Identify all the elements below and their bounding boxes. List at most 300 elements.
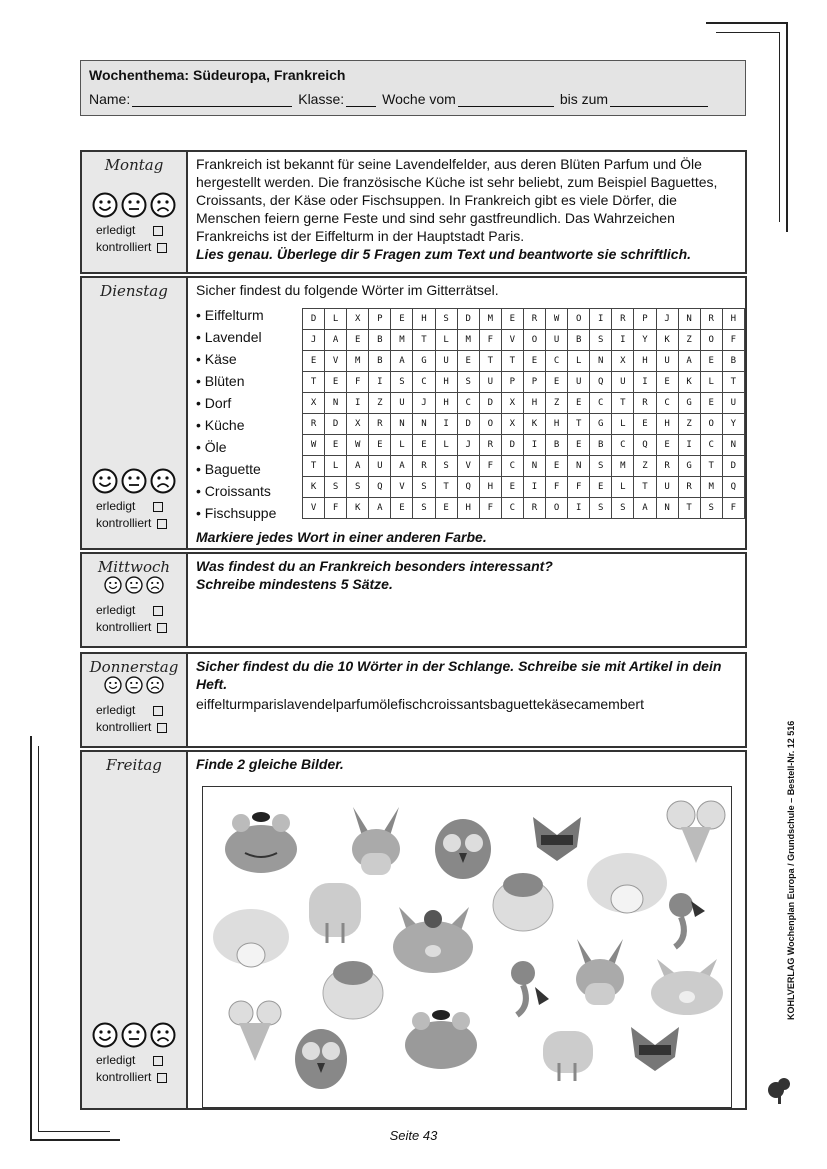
frame-line: [38, 746, 39, 1131]
neutral-smiley-icon[interactable]: [121, 192, 147, 218]
grid-cell[interactable]: S: [590, 330, 612, 351]
grid-cell[interactable]: F: [325, 498, 347, 519]
grid-cell[interactable]: E: [391, 309, 413, 330]
grid-cell[interactable]: E: [325, 435, 347, 456]
kontrolliert-check[interactable]: [82, 515, 186, 532]
grid-cell[interactable]: I: [347, 393, 369, 414]
donkey-face-icon[interactable]: [576, 939, 624, 1005]
happy-smiley-icon[interactable]: [104, 676, 122, 694]
grid-cell[interactable]: W: [303, 435, 325, 456]
grid-cell[interactable]: F: [347, 372, 369, 393]
grid-cell[interactable]: E: [634, 414, 656, 435]
grid-cell[interactable]: I: [590, 309, 612, 330]
grid-cell[interactable]: N: [590, 351, 612, 372]
neutral-smiley-icon[interactable]: [125, 576, 143, 594]
grid-cell[interactable]: L: [435, 435, 457, 456]
grid-cell[interactable]: T: [303, 456, 325, 477]
grid-cell[interactable]: E: [325, 372, 347, 393]
grid-cell[interactable]: A: [678, 351, 700, 372]
grid-cell[interactable]: K: [656, 330, 678, 351]
word-search-grid: [302, 308, 745, 519]
erledigt-check[interactable]: [82, 1052, 186, 1069]
erledigt-check[interactable]: [82, 702, 186, 719]
grid-cell[interactable]: Z: [678, 414, 700, 435]
grid-cell[interactable]: U: [722, 393, 744, 414]
checkbox-icon[interactable]: [153, 706, 163, 716]
grid-cell[interactable]: U: [656, 351, 678, 372]
neutral-smiley-icon[interactable]: [121, 468, 147, 494]
kontrolliert-label: kontrolliert: [96, 516, 152, 530]
grid-cell[interactable]: E: [347, 330, 369, 351]
grid-cell[interactable]: T: [568, 414, 590, 435]
grid-cell[interactable]: L: [612, 477, 634, 498]
grid-cell[interactable]: E: [700, 351, 722, 372]
word-item: • Dorf: [196, 395, 232, 411]
task-instruction: Sicher findest du die 10 Wörter in der Schlange. Schreibe sie mit Artikel in dein Heft.: [196, 658, 722, 692]
hippo-face-icon[interactable]: [323, 961, 383, 1019]
grid-cell[interactable]: L: [568, 351, 590, 372]
grid-cell[interactable]: H: [413, 309, 435, 330]
grid-cell[interactable]: S: [435, 309, 457, 330]
walrus-face-icon[interactable]: [543, 1031, 593, 1081]
grid-cell[interactable]: C: [656, 393, 678, 414]
grid-cell[interactable]: T: [612, 393, 634, 414]
sad-smiley-icon[interactable]: [150, 468, 176, 494]
grid-cell[interactable]: N: [325, 393, 347, 414]
grid-cell[interactable]: T: [303, 372, 325, 393]
grid-cell[interactable]: Z: [678, 330, 700, 351]
grid-cell[interactable]: D: [457, 414, 479, 435]
grid-cell[interactable]: S: [457, 372, 479, 393]
erledigt-label: erledigt: [96, 603, 136, 617]
day-sidebar: [82, 752, 188, 1108]
owl-face-icon[interactable]: [435, 819, 491, 879]
week-topic-title: Wochenthema: Südeuropa, Frankreich: [89, 67, 346, 83]
worksheet-header: [80, 60, 746, 116]
grid-cell[interactable]: D: [325, 414, 347, 435]
grid-cell[interactable]: C: [501, 498, 523, 519]
task-instruction: Markiere jedes Wort in einer anderen Farbe.: [196, 529, 487, 545]
grid-cell[interactable]: X: [612, 351, 634, 372]
grid-cell[interactable]: E: [546, 456, 568, 477]
grid-cell[interactable]: S: [413, 498, 435, 519]
grid-cell[interactable]: D: [303, 309, 325, 330]
grid-cell[interactable]: R: [479, 435, 501, 456]
grid-cell[interactable]: U: [435, 351, 457, 372]
kontrolliert-label: kontrolliert: [96, 620, 152, 634]
grid-cell[interactable]: A: [634, 498, 656, 519]
checkbox-icon[interactable]: [157, 243, 167, 253]
grid-cell[interactable]: B: [546, 435, 568, 456]
grid-cell[interactable]: S: [435, 456, 457, 477]
erledigt-check[interactable]: [82, 602, 186, 619]
grid-cell[interactable]: O: [546, 498, 568, 519]
grid-cell[interactable]: G: [590, 414, 612, 435]
word-item: • Fischsuppe: [196, 505, 277, 521]
walrus-face-icon[interactable]: [309, 883, 361, 943]
grid-cell[interactable]: E: [568, 435, 590, 456]
grid-cell[interactable]: I: [523, 477, 545, 498]
flamingo-icon[interactable]: [511, 961, 549, 1015]
grid-cell[interactable]: H: [479, 477, 501, 498]
grid-cell[interactable]: B: [369, 351, 391, 372]
grid-cell[interactable]: V: [501, 330, 523, 351]
grid-cell[interactable]: C: [700, 435, 722, 456]
grid-cell[interactable]: T: [413, 330, 435, 351]
grid-cell[interactable]: R: [523, 498, 545, 519]
checkbox-icon[interactable]: [153, 502, 163, 512]
day-sidebar: [82, 152, 188, 272]
grid-cell[interactable]: J: [457, 435, 479, 456]
grid-cell[interactable]: Z: [546, 393, 568, 414]
grid-cell[interactable]: K: [678, 372, 700, 393]
task-instruction: Schreibe mindestens 5 Sätze.: [196, 576, 393, 592]
grid-row: [303, 456, 745, 477]
grid-cell[interactable]: P: [634, 309, 656, 330]
publisher-sidebar: [782, 720, 804, 1020]
grid-cell[interactable]: C: [457, 393, 479, 414]
grid-cell[interactable]: E: [501, 477, 523, 498]
publisher-text: KOHLVERLAG Wochenplan Europa / Grundschule – Bestell-Nr. 12 516: [786, 720, 796, 1020]
grid-cell[interactable]: F: [568, 477, 590, 498]
grid-cell[interactable]: M: [700, 477, 722, 498]
grid-cell[interactable]: E: [568, 393, 590, 414]
checkbox-icon[interactable]: [153, 226, 163, 236]
grid-cell[interactable]: U: [391, 393, 413, 414]
hippo-face-icon[interactable]: [493, 873, 553, 931]
grid-cell[interactable]: I: [678, 435, 700, 456]
grid-cell[interactable]: B: [590, 435, 612, 456]
donkey-face-icon[interactable]: [352, 807, 400, 875]
grid-cell[interactable]: N: [656, 498, 678, 519]
grid-cell[interactable]: A: [391, 351, 413, 372]
happy-smiley-icon[interactable]: [92, 468, 118, 494]
grid-cell[interactable]: E: [590, 477, 612, 498]
grid-cell[interactable]: G: [678, 456, 700, 477]
grid-cell[interactable]: R: [656, 456, 678, 477]
grid-cell[interactable]: U: [612, 372, 634, 393]
grid-cell[interactable]: V: [391, 477, 413, 498]
grid-cell[interactable]: U: [656, 477, 678, 498]
grid-cell[interactable]: N: [678, 309, 700, 330]
pig-face-icon[interactable]: [393, 907, 473, 973]
kontrolliert-label: kontrolliert: [96, 240, 152, 254]
grid-cell[interactable]: A: [347, 456, 369, 477]
grid-cell[interactable]: P: [501, 372, 523, 393]
grid-cell[interactable]: E: [656, 372, 678, 393]
grid-cell[interactable]: K: [523, 414, 545, 435]
grid-cell[interactable]: R: [700, 309, 722, 330]
grid-cell[interactable]: N: [413, 414, 435, 435]
grid-cell[interactable]: S: [590, 456, 612, 477]
grid-cell[interactable]: Q: [590, 372, 612, 393]
grid-cell[interactable]: I: [568, 498, 590, 519]
grid-cell[interactable]: E: [391, 498, 413, 519]
grid-cell[interactable]: R: [369, 414, 391, 435]
grid-cell[interactable]: E: [656, 435, 678, 456]
grid-cell[interactable]: R: [413, 456, 435, 477]
grid-cell[interactable]: R: [678, 477, 700, 498]
grid-cell[interactable]: E: [700, 393, 722, 414]
checkbox-icon[interactable]: [157, 1073, 167, 1083]
grid-cell[interactable]: E: [303, 351, 325, 372]
checkbox-icon[interactable]: [157, 519, 167, 529]
word-item: • Küche: [196, 417, 245, 433]
grid-cell[interactable]: Z: [369, 393, 391, 414]
grid-cell[interactable]: H: [722, 309, 744, 330]
grid-cell[interactable]: O: [568, 309, 590, 330]
task-instruction: Lies genau. Überlege dir 5 Fragen zum Text und beantworte sie schriftlich.: [196, 246, 692, 262]
grid-cell[interactable]: E: [523, 351, 545, 372]
flamingo-icon[interactable]: [669, 893, 705, 947]
grid-cell[interactable]: I: [435, 414, 457, 435]
grid-cell[interactable]: A: [369, 498, 391, 519]
frog-face-icon[interactable]: [405, 1010, 477, 1069]
grid-row: [303, 330, 745, 351]
grid-cell[interactable]: I: [523, 435, 545, 456]
grid-cell[interactable]: T: [722, 372, 744, 393]
grid-cell[interactable]: J: [413, 393, 435, 414]
hedgehog-face-icon[interactable]: [213, 909, 289, 967]
frame-line: [716, 32, 780, 33]
grid-cell[interactable]: D: [457, 309, 479, 330]
raccoon-face-icon[interactable]: [631, 1027, 679, 1071]
raccoon-face-icon[interactable]: [533, 817, 581, 861]
grid-cell[interactable]: G: [413, 351, 435, 372]
grid-cell[interactable]: C: [546, 351, 568, 372]
frame-line: [706, 22, 788, 24]
day-row-freitag: [80, 750, 747, 1110]
grid-cell[interactable]: T: [435, 477, 457, 498]
erledigt-label: erledigt: [96, 223, 136, 237]
rating-smileys: [82, 1022, 186, 1048]
day-sidebar: [82, 554, 188, 646]
grid-cell[interactable]: L: [325, 309, 347, 330]
happy-smiley-icon[interactable]: [92, 192, 118, 218]
grid-cell[interactable]: S: [325, 477, 347, 498]
grid-cell[interactable]: R: [523, 309, 545, 330]
page-number: Seite 43: [389, 1128, 438, 1143]
grid-cell[interactable]: L: [435, 330, 457, 351]
grid-cell[interactable]: Y: [634, 330, 656, 351]
grid-cell[interactable]: W: [546, 309, 568, 330]
woche-label: Woche vom: [382, 91, 456, 107]
grid-cell[interactable]: C: [501, 456, 523, 477]
checkbox-icon[interactable]: [157, 723, 167, 733]
grid-cell[interactable]: F: [479, 456, 501, 477]
mouse-face-icon[interactable]: [667, 801, 725, 863]
grid-cell[interactable]: X: [303, 393, 325, 414]
grid-cell[interactable]: C: [413, 372, 435, 393]
grid-cell[interactable]: A: [391, 456, 413, 477]
grid-row: [303, 351, 745, 372]
grid-cell[interactable]: M: [479, 309, 501, 330]
grid-cell[interactable]: Y: [722, 414, 744, 435]
mouse-face-icon[interactable]: [229, 1001, 281, 1061]
grid-cell[interactable]: F: [479, 330, 501, 351]
grid-cell[interactable]: G: [678, 393, 700, 414]
grid-cell[interactable]: M: [347, 351, 369, 372]
bis-blank[interactable]: [610, 92, 708, 107]
klasse-blank[interactable]: [346, 92, 376, 107]
grid-cell[interactable]: Q: [722, 477, 744, 498]
grid-cell[interactable]: U: [568, 372, 590, 393]
grid-cell[interactable]: E: [413, 435, 435, 456]
grid-cell[interactable]: T: [700, 456, 722, 477]
grid-cell[interactable]: X: [347, 309, 369, 330]
erledigt-check[interactable]: [82, 498, 186, 515]
grid-cell[interactable]: T: [501, 351, 523, 372]
neutral-smiley-icon[interactable]: [125, 676, 143, 694]
pig-face-icon[interactable]: [651, 959, 723, 1015]
grid-cell[interactable]: U: [479, 372, 501, 393]
grid-cell[interactable]: K: [347, 498, 369, 519]
sad-smiley-icon[interactable]: [146, 576, 164, 594]
grid-cell[interactable]: F: [479, 498, 501, 519]
hedgehog-face-icon[interactable]: [587, 853, 667, 913]
grid-cell[interactable]: O: [479, 414, 501, 435]
word-item: • Lavendel: [196, 329, 262, 345]
grid-cell[interactable]: I: [634, 372, 656, 393]
grid-cell[interactable]: V: [303, 498, 325, 519]
grid-cell[interactable]: Q: [634, 435, 656, 456]
grid-cell[interactable]: H: [523, 393, 545, 414]
grid-cell[interactable]: J: [303, 330, 325, 351]
grid-cell[interactable]: J: [656, 309, 678, 330]
grid-cell[interactable]: D: [722, 456, 744, 477]
grid-cell[interactable]: L: [612, 414, 634, 435]
grid-cell[interactable]: E: [369, 435, 391, 456]
grid-cell[interactable]: N: [568, 456, 590, 477]
grid-cell[interactable]: E: [546, 372, 568, 393]
grid-cell[interactable]: Z: [634, 456, 656, 477]
grid-cell[interactable]: S: [347, 477, 369, 498]
grid-cell[interactable]: L: [700, 372, 722, 393]
grid-cell[interactable]: S: [391, 372, 413, 393]
grid-cell[interactable]: H: [435, 393, 457, 414]
grid-row: [303, 498, 745, 519]
grid-cell[interactable]: T: [678, 498, 700, 519]
grid-cell[interactable]: B: [568, 330, 590, 351]
day-name: Donnerstag: [89, 658, 179, 676]
woche-blank[interactable]: [458, 92, 554, 107]
grid-cell[interactable]: C: [612, 435, 634, 456]
grid-cell[interactable]: X: [501, 414, 523, 435]
grid-cell[interactable]: Q: [457, 477, 479, 498]
grid-cell[interactable]: F: [722, 330, 744, 351]
grid-cell[interactable]: S: [590, 498, 612, 519]
name-blank[interactable]: [132, 92, 292, 107]
checkbox-icon[interactable]: [153, 1056, 163, 1066]
grid-cell[interactable]: N: [523, 456, 545, 477]
grid-cell[interactable]: P: [369, 309, 391, 330]
grid-cell[interactable]: T: [634, 477, 656, 498]
grid-cell[interactable]: M: [612, 456, 634, 477]
grid-cell[interactable]: M: [457, 330, 479, 351]
checkbox-icon[interactable]: [157, 623, 167, 633]
grid-cell[interactable]: O: [700, 414, 722, 435]
kontrolliert-check[interactable]: [82, 239, 186, 256]
sad-smiley-icon[interactable]: [146, 676, 164, 694]
grid-cell[interactable]: H: [435, 372, 457, 393]
grid-cell[interactable]: V: [457, 456, 479, 477]
grid-cell[interactable]: V: [325, 351, 347, 372]
word-item: • Baguette: [196, 461, 261, 477]
grid-cell[interactable]: R: [634, 393, 656, 414]
grid-cell[interactable]: L: [391, 435, 413, 456]
grid-cell[interactable]: U: [369, 456, 391, 477]
kontrolliert-check[interactable]: [82, 1069, 186, 1086]
grid-cell[interactable]: E: [501, 309, 523, 330]
grid-cell[interactable]: H: [457, 498, 479, 519]
grid-cell[interactable]: B: [722, 351, 744, 372]
name-label: Name:: [89, 91, 131, 107]
grid-cell[interactable]: H: [546, 414, 568, 435]
checkbox-icon[interactable]: [153, 606, 163, 616]
happy-smiley-icon[interactable]: [92, 1022, 118, 1048]
grid-cell[interactable]: R: [303, 414, 325, 435]
grid-cell[interactable]: N: [722, 435, 744, 456]
word-item: • Eiffelturm: [196, 307, 264, 323]
grid-cell[interactable]: X: [347, 414, 369, 435]
grid-cell[interactable]: Q: [369, 477, 391, 498]
grid-cell[interactable]: I: [612, 330, 634, 351]
grid-cell[interactable]: E: [457, 351, 479, 372]
grid-cell[interactable]: U: [546, 330, 568, 351]
grid-cell[interactable]: F: [546, 477, 568, 498]
frame-line: [779, 32, 780, 222]
task-question: Was findest du an Frankreich besonders interessant?: [196, 558, 553, 574]
grid-cell[interactable]: S: [413, 477, 435, 498]
erledigt-label: erledigt: [96, 499, 136, 513]
grid-cell[interactable]: O: [700, 330, 722, 351]
grid-cell[interactable]: H: [634, 351, 656, 372]
grid-cell[interactable]: C: [590, 393, 612, 414]
grid-cell[interactable]: B: [369, 330, 391, 351]
grid-cell[interactable]: P: [523, 372, 545, 393]
kontrolliert-check[interactable]: [82, 619, 186, 636]
owl-face-icon[interactable]: [295, 1029, 347, 1089]
grid-cell[interactable]: T: [479, 351, 501, 372]
grid-cell[interactable]: D: [479, 393, 501, 414]
erledigt-check[interactable]: [82, 222, 186, 239]
frog-face-icon[interactable]: [225, 812, 297, 873]
grid-cell[interactable]: F: [722, 498, 744, 519]
grid-cell[interactable]: W: [347, 435, 369, 456]
sad-smiley-icon[interactable]: [150, 1022, 176, 1048]
grid-cell[interactable]: D: [501, 435, 523, 456]
grid-cell[interactable]: K: [303, 477, 325, 498]
grid-cell[interactable]: E: [435, 498, 457, 519]
grid-cell[interactable]: O: [523, 330, 545, 351]
grid-cell[interactable]: S: [700, 498, 722, 519]
rating-smileys: [82, 468, 186, 494]
neutral-smiley-icon[interactable]: [121, 1022, 147, 1048]
word-item: • Öle: [196, 439, 227, 455]
grid-cell[interactable]: L: [325, 456, 347, 477]
grid-cell[interactable]: S: [612, 498, 634, 519]
grid-cell[interactable]: A: [325, 330, 347, 351]
sad-smiley-icon[interactable]: [150, 192, 176, 218]
happy-smiley-icon[interactable]: [104, 576, 122, 594]
grid-cell[interactable]: I: [369, 372, 391, 393]
grid-cell[interactable]: N: [391, 414, 413, 435]
grid-cell[interactable]: H: [656, 414, 678, 435]
kontrolliert-check[interactable]: [82, 719, 186, 736]
grid-cell[interactable]: X: [501, 393, 523, 414]
grid-cell[interactable]: M: [391, 330, 413, 351]
grid-cell[interactable]: R: [612, 309, 634, 330]
